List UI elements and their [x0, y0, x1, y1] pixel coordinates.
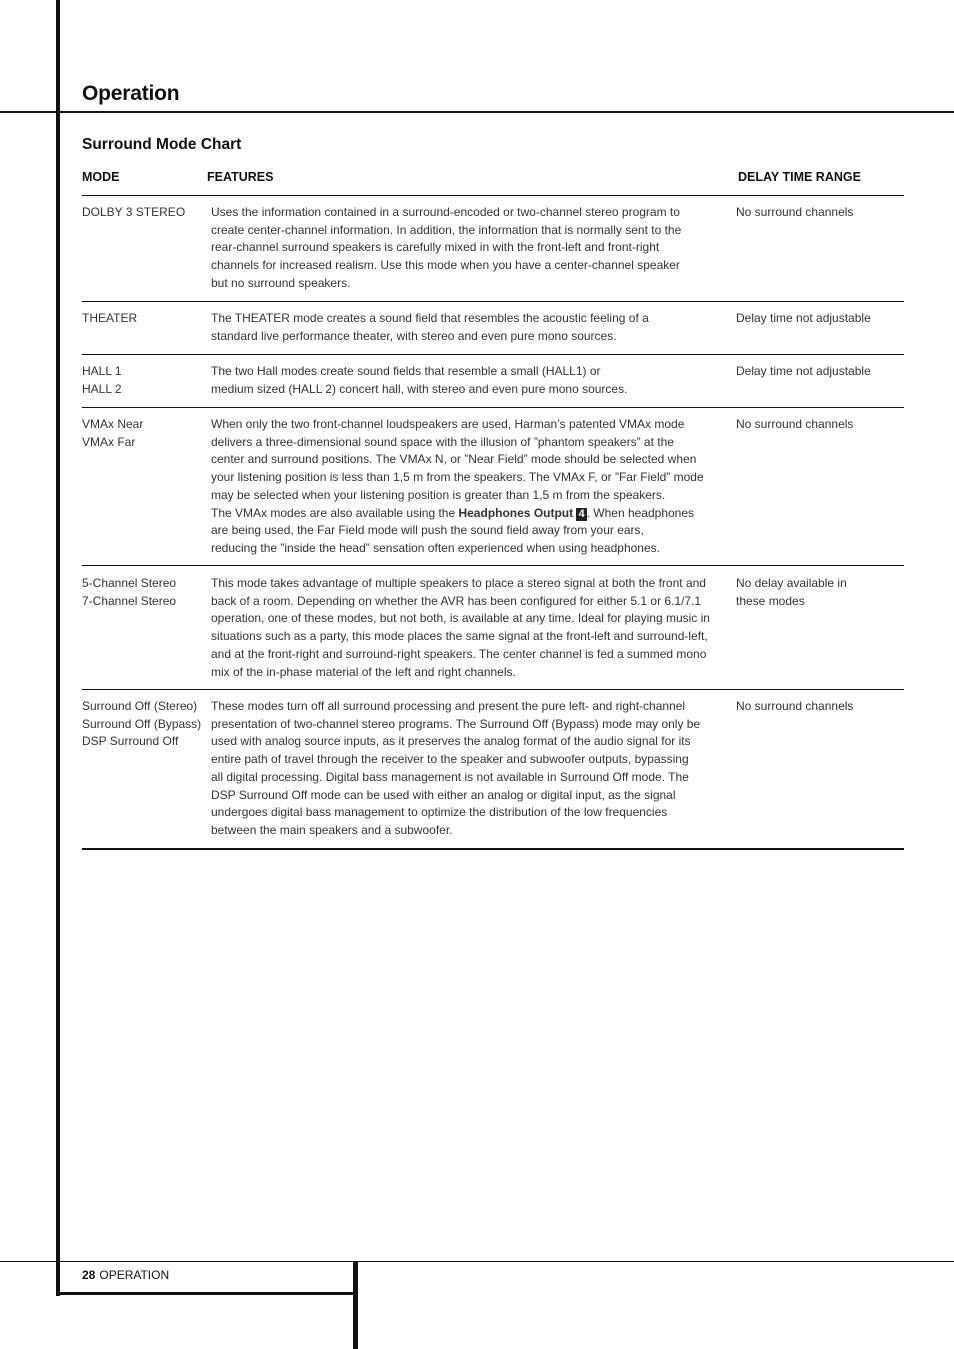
feature-line: DSP Surround Off mode can be used with either an analog or digital input, as the signal	[211, 787, 676, 802]
feature-line: delivers a three-dimensional sound space with the illusion of ”phantom speakers” at the	[211, 434, 674, 449]
title-rule	[0, 111, 954, 113]
features-cell	[211, 575, 711, 681]
mode-cell	[82, 416, 207, 451]
feature-line: The two Hall modes create sound fields that resemble a small (HALL1) or	[211, 364, 601, 378]
feature-line: but no surround speakers.	[211, 275, 351, 290]
table-bottom-rule	[82, 848, 904, 850]
mode-name: DSP Surround Off	[82, 734, 179, 749]
feature-line: presentation of two-channel stereo programs. The Surround Off (Bypass) mode may only be	[211, 716, 701, 731]
footer-divider-bar	[353, 1262, 358, 1349]
headphones-output-label: Headphones Output	[458, 505, 574, 520]
feature-line: back of a room. Depending on whether the AVR has been configured for either 5.1 or 6.1/7.1	[211, 593, 702, 608]
feature-line: medium sized (HALL 2) concert hall, with stereo and even pure mono sources.	[211, 381, 628, 396]
features-cell	[211, 310, 711, 345]
features-cell	[211, 363, 711, 398]
footer-rule	[0, 1261, 954, 1262]
mode-cell	[82, 575, 207, 610]
header-rule	[82, 195, 904, 196]
features-cell	[211, 698, 711, 840]
row-rule	[82, 565, 904, 566]
delay-cell	[736, 575, 904, 610]
feature-line: This mode takes advantage of multiple speakers to place a stereo signal at both the front and	[211, 576, 706, 590]
feature-line: mix of the in-phase material of the left and right channels.	[211, 664, 516, 679]
delay-text: No surround channels	[736, 417, 854, 431]
feature-line: center and surround positions. The VMAx N, or ”Near Field” mode should be selected when	[211, 452, 697, 467]
feature-line: The THEATER mode creates a sound field that resembles the acoustic feeling of a	[211, 311, 649, 325]
left-margin-bar	[56, 0, 60, 1296]
mode-name: DOLBY 3 STEREO	[82, 205, 186, 219]
mode-name: 5-Channel Stereo	[82, 576, 177, 590]
delay-cell	[736, 363, 904, 381]
mode-cell	[82, 363, 207, 398]
feature-line: may be selected when your listening position is greater than 1,5 m from the speakers.	[211, 487, 666, 502]
feature-line: standard live performance theater, with stereo and even pure mono sources.	[211, 328, 617, 343]
features-cell	[211, 416, 711, 558]
mode-name: VMAx Far	[82, 434, 136, 449]
row-rule	[82, 301, 904, 302]
features-cell	[211, 204, 711, 293]
delay-text: No surround channels	[736, 205, 854, 219]
feature-line: used with analog source inputs, as it preserves the analog format of the audio signal for its	[211, 734, 691, 749]
mode-name: 7-Channel Stereo	[82, 593, 177, 608]
feature-line: operation, one of these modes, but not both, is available at any time. Ideal for playing music in	[211, 611, 710, 626]
mode-cell	[82, 698, 207, 751]
delay-cell	[736, 310, 904, 328]
footer-section: OPERATION	[99, 1268, 170, 1282]
delay-text: these modes	[736, 593, 805, 608]
feature-line: When only the two front-channel loudspeakers are used, Harman’s patented VMAx mode	[211, 417, 685, 431]
feature-line: entire path of travel through the receiver to the speaker and subwoofer outputs, bypassing	[211, 752, 689, 767]
feature-line: channels for increased realism. Use this mode when you have a center-channel speaker	[211, 258, 680, 273]
column-header-mode: MODE	[82, 170, 120, 184]
delay-text: Delay time not adjustable	[736, 364, 871, 378]
page-number: 28	[82, 1268, 96, 1282]
section-title: Surround Mode Chart	[82, 136, 242, 153]
feature-line: situations such as a party, this mode places the same signal at the front-left and surround-left,	[211, 629, 708, 644]
delay-text: Delay time not adjustable	[736, 311, 871, 325]
row-rule	[82, 689, 904, 690]
feature-line: reducing the ”inside the head” sensation often experienced when using headphones.	[211, 540, 660, 555]
column-header-delay: DELAY TIME RANGE	[738, 170, 861, 184]
feature-line: undergoes digital bass management to optimize the distribution of the low frequencies	[211, 805, 668, 820]
delay-cell	[736, 416, 904, 434]
mode-name: Surround Off (Stereo)	[82, 699, 198, 713]
mode-name: HALL 2	[82, 381, 122, 396]
feature-line: These modes turn off all surround processing and present the pure left- and right-channel	[211, 699, 686, 713]
feature-line: are being used, the Far Field mode will push the sound field away from your ears,	[211, 523, 644, 538]
callout-number-badge: 4	[578, 507, 585, 520]
feature-line: all digital processing. Digital bass management is not available in Surround Off mode. The	[211, 769, 689, 784]
delay-cell	[736, 698, 904, 716]
feature-line: rear-channel surround speakers is carefully mixed in with the front-left and front-right	[211, 240, 660, 255]
column-header-features: FEATURES	[207, 170, 274, 184]
feature-line: Uses the information contained in a surround-encoded or two-channel stereo program to	[211, 205, 680, 219]
row-rule	[82, 354, 904, 355]
row-rule	[82, 407, 904, 408]
feature-line: and at the front-right and surround-right speakers. The center channel is fed a summed mono	[211, 646, 707, 661]
page-footer	[82, 1268, 169, 1282]
mode-cell	[82, 204, 207, 222]
feature-line: your listening position is less than 1,5 m from the speakers. The VMAx F, or ”Far Field” mode	[211, 470, 704, 485]
delay-text: No delay available in	[736, 576, 847, 590]
mode-cell	[82, 310, 207, 328]
mode-name: Surround Off (Bypass)	[82, 716, 202, 731]
feature-line: create center-channel information. In addition, the information that is normally sent to the	[211, 222, 682, 237]
reference-suffix: . When headphones	[586, 505, 695, 520]
reference-prefix: The VMAx modes are also available using the	[211, 505, 459, 520]
footer-underline	[56, 1292, 356, 1295]
mode-name: HALL 1	[82, 364, 122, 378]
feature-line: between the main speakers and a subwoofer.	[211, 822, 453, 837]
mode-name: THEATER	[82, 311, 138, 325]
delay-cell	[736, 204, 904, 222]
page-title: Operation	[82, 82, 180, 105]
mode-name: VMAx Near	[82, 417, 144, 431]
delay-text: No surround channels	[736, 699, 854, 713]
feature-line-reference	[211, 505, 711, 523]
